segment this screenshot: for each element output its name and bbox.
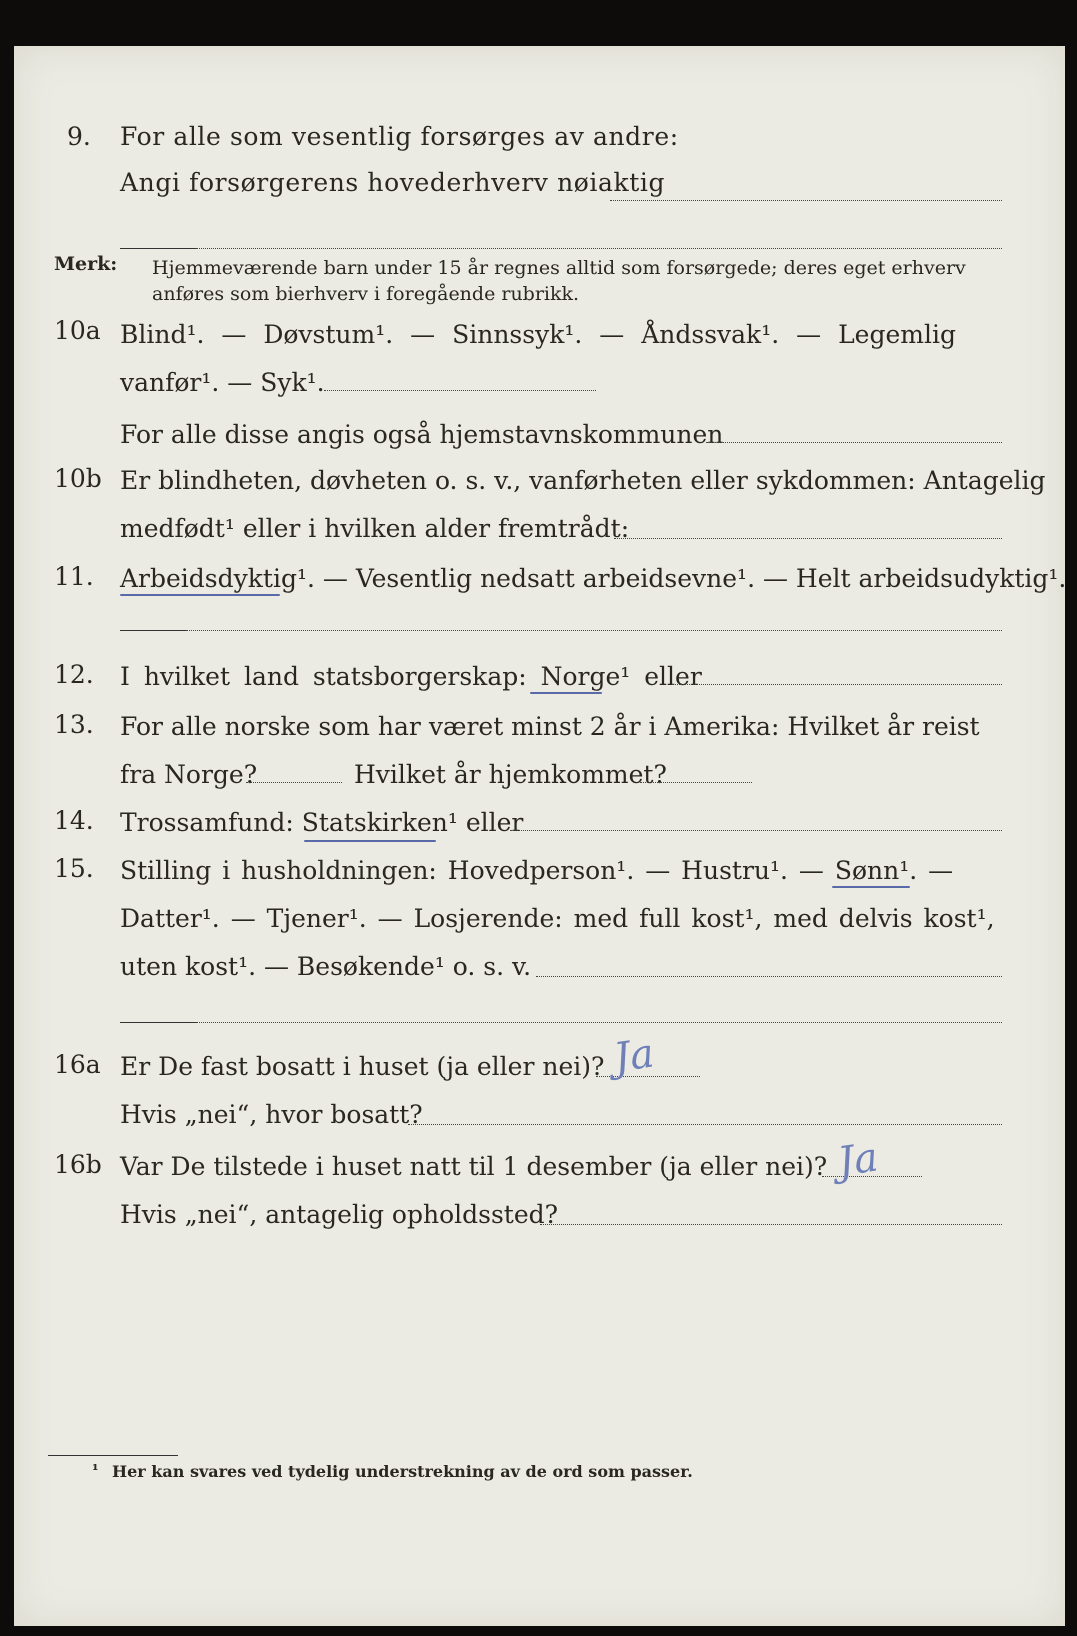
answer-line	[706, 442, 1002, 443]
q15-line1: Stilling i husholdningen: Hovedperson¹. — Hustru¹. — Sønn¹. —	[120, 856, 954, 885]
footnote-rule	[48, 1455, 178, 1456]
q16b-line1: Var De tilstede i huset natt til 1 desember (ja eller nei)?	[120, 1152, 828, 1181]
answer-line	[324, 390, 596, 391]
q14-line1: Trossamfund: Statskirken¹ eller	[120, 808, 524, 837]
answer-line	[640, 782, 752, 783]
q10a-line3: For alle disse angis også hjemstavnskommunen	[120, 420, 724, 449]
q9-line2: Angi forsørgerens hovederhverv nøiaktig	[120, 168, 666, 197]
answer-line	[614, 538, 1002, 539]
answer-line	[510, 830, 1002, 831]
separator-rule	[120, 630, 186, 631]
question-number: 15.	[54, 854, 94, 883]
question-number: 14.	[54, 806, 94, 835]
answer-line	[246, 782, 342, 783]
q10b-line1: Er blindheten, døvheten o. s. v., vanførheten eller sykdommen: Antagelig	[120, 466, 1046, 495]
question-number: 16a	[54, 1050, 101, 1079]
q16a-line1: Er De fast bosatt i huset (ja eller nei)?	[120, 1052, 605, 1081]
q15-line2: Datter¹. — Tjener¹. — Losjerende: med full kost¹, med delvis kost¹,	[120, 904, 995, 933]
answer-line	[536, 976, 1002, 977]
q16a-line2: Hvis „nei“, hvor bosatt?	[120, 1100, 423, 1129]
q12-line1: I hvilket land statsborgerskap: Norge¹ eller	[120, 662, 702, 691]
footnote-mark: ¹	[92, 1461, 99, 1479]
q16b-line2: Hvis „nei“, antagelig opholdssted?	[120, 1200, 559, 1229]
separator-rule	[120, 248, 196, 249]
handwritten-underline	[120, 594, 280, 596]
merk-line1: Hjemmeværende barn under 15 år regnes alltid som forsørgede; deres eget erhverv	[152, 257, 966, 279]
answer-line	[610, 200, 1002, 201]
question-number: 13.	[54, 710, 94, 739]
handwritten-underline	[530, 692, 602, 694]
handwritten-answer: Ja	[834, 1134, 881, 1186]
q13-line2a: fra Norge?	[120, 760, 258, 789]
census-form-page	[14, 46, 1065, 1626]
footnote-text: Her kan svares ved tydelig understrekning av de ord som passer.	[112, 1462, 693, 1481]
question-number: 11.	[54, 562, 94, 591]
answer-line	[408, 1124, 1002, 1125]
q10a-line2: vanfør¹. — Syk¹.	[120, 368, 325, 397]
merk-label: Merk:	[54, 253, 118, 275]
question-number: 12.	[54, 660, 94, 689]
q10a-line1: Blind¹. — Døvstum¹. — Sinnssyk¹. — Åndssvak¹. — Legemlig	[120, 320, 956, 349]
answer-line	[196, 1022, 1002, 1023]
question-number: 10b	[54, 464, 102, 493]
merk-line2: anføres som bierhverv i foregående rubrikk.	[152, 283, 580, 305]
q15-line3: uten kost¹. — Besøkende¹ o. s. v.	[120, 952, 532, 981]
q13-line1: For alle norske som har været minst 2 år i Amerika: Hvilket år reist	[120, 712, 980, 741]
answer-line	[672, 684, 1002, 685]
question-number: 10a	[54, 316, 101, 345]
handwritten-underline	[304, 840, 436, 842]
q13-line2b: Hvilket år hjemkommet?	[354, 760, 667, 789]
question-number: 16b	[54, 1150, 102, 1179]
separator-rule	[120, 1022, 196, 1023]
handwritten-underline	[832, 886, 910, 888]
answer-line	[196, 248, 1002, 249]
q10b-line2: medfødt¹ eller i hvilken alder fremtrådt:	[120, 514, 630, 543]
answer-line	[540, 1224, 1002, 1225]
handwritten-answer: Ja	[610, 1030, 657, 1082]
question-number: 9.	[67, 122, 91, 151]
q9-line1: For alle som vesentlig forsørges av andre:	[120, 122, 679, 151]
answer-line	[186, 630, 1002, 631]
q11-line1: Arbeidsdyktig¹. — Vesentlig nedsatt arbeidsevne¹. — Helt arbeidsudyktig¹.	[120, 564, 1067, 593]
